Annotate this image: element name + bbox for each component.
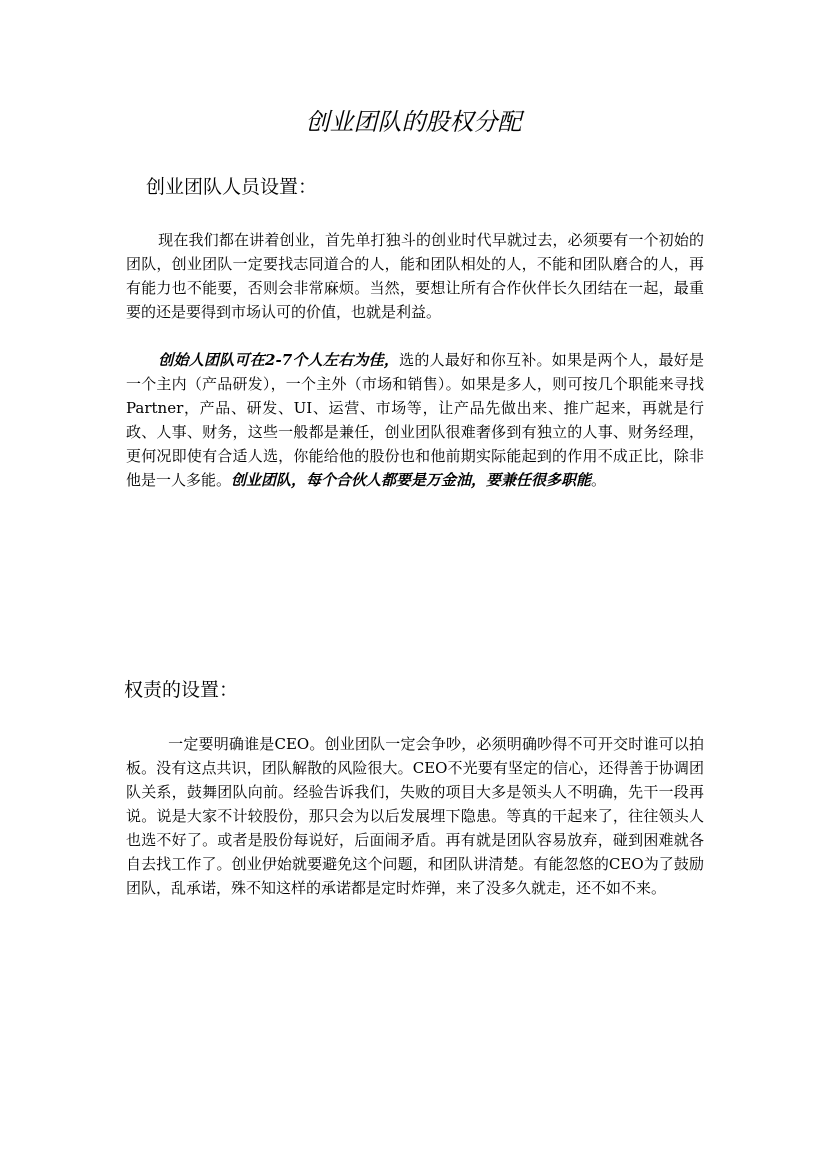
paragraph-intro xyxy=(126,228,704,324)
emphasis-all-rounder: 创业团队，每个合伙人都要是万金油，要兼任很多职能 xyxy=(231,471,592,489)
paragraph-intro-text: 现在我们都在讲着创业，首先单打独斗的创业时代早就过去，必须要有一个初始的团队，创业团队一定要找志同道合的人，能和团队相处的人，不能和团队磨合的人，再有能力也不能要，否则会非常麻烦。当然，要想让所有合作伙伴长久团结在一起，最重要的还是要得到市场认可的价值，也就是利益。 xyxy=(126,231,704,321)
paragraph-team-size-text: 选的人最好和你互补。如果是两个人，最好是一个主内（产品研发），一个主外（市场和销售）。如果是多人，则可按几个职能来寻找Partner，产品、研发、UI、运营、市场等，让产品先做出来、推广起来，再就是行政、人事、财务，这些一般都是兼任，创业团队很难奢侈到有独立的人事、财务经理，更何况即使有合适人选，你能给他的股份也和他前期实际能起到的作用不成正比，除非他是一人多能。 xyxy=(126,351,704,489)
section-heading-team-setup: 创业团队人员设置： xyxy=(146,176,318,198)
paragraph-ceo-text: 一定要明确谁是CEO。创业团队一定会争吵，必须明确吵得不可开交时谁可以拍板。没有这点共识，团队解散的风险很大。CEO不光要有坚定的信心，还得善于协调团队关系，鼓舞团队向前。经验告诉我们，失败的项目大多是领头人不明确，先干一段再说。说是大家不计较股份，那只会为以后发展埋下隐患。等真的干起来了，往往领头人也选不好了。或者是股份每说好，后面闹矛盾。再有就是团队容易放弃，碰到困难就各自去找工作了。创业伊始就要避免这个问题，和团队讲清楚。有能忽悠的CEO为了鼓励团队，乱承诺，殊不知这样的承诺都是定时炸弹，来了没多久就走，还不如不来。 xyxy=(126,735,704,897)
section-heading-responsibilities: 权责的设置： xyxy=(124,679,239,701)
emphasis-team-size: 创始人团队可在2-7个人左右为佳， xyxy=(158,351,400,369)
paragraph-ceo xyxy=(126,732,704,900)
paragraph-end-mark: 。 xyxy=(591,471,607,489)
paragraph-team-size xyxy=(126,348,704,492)
document-title: 创业团队的股权分配 xyxy=(305,108,522,136)
